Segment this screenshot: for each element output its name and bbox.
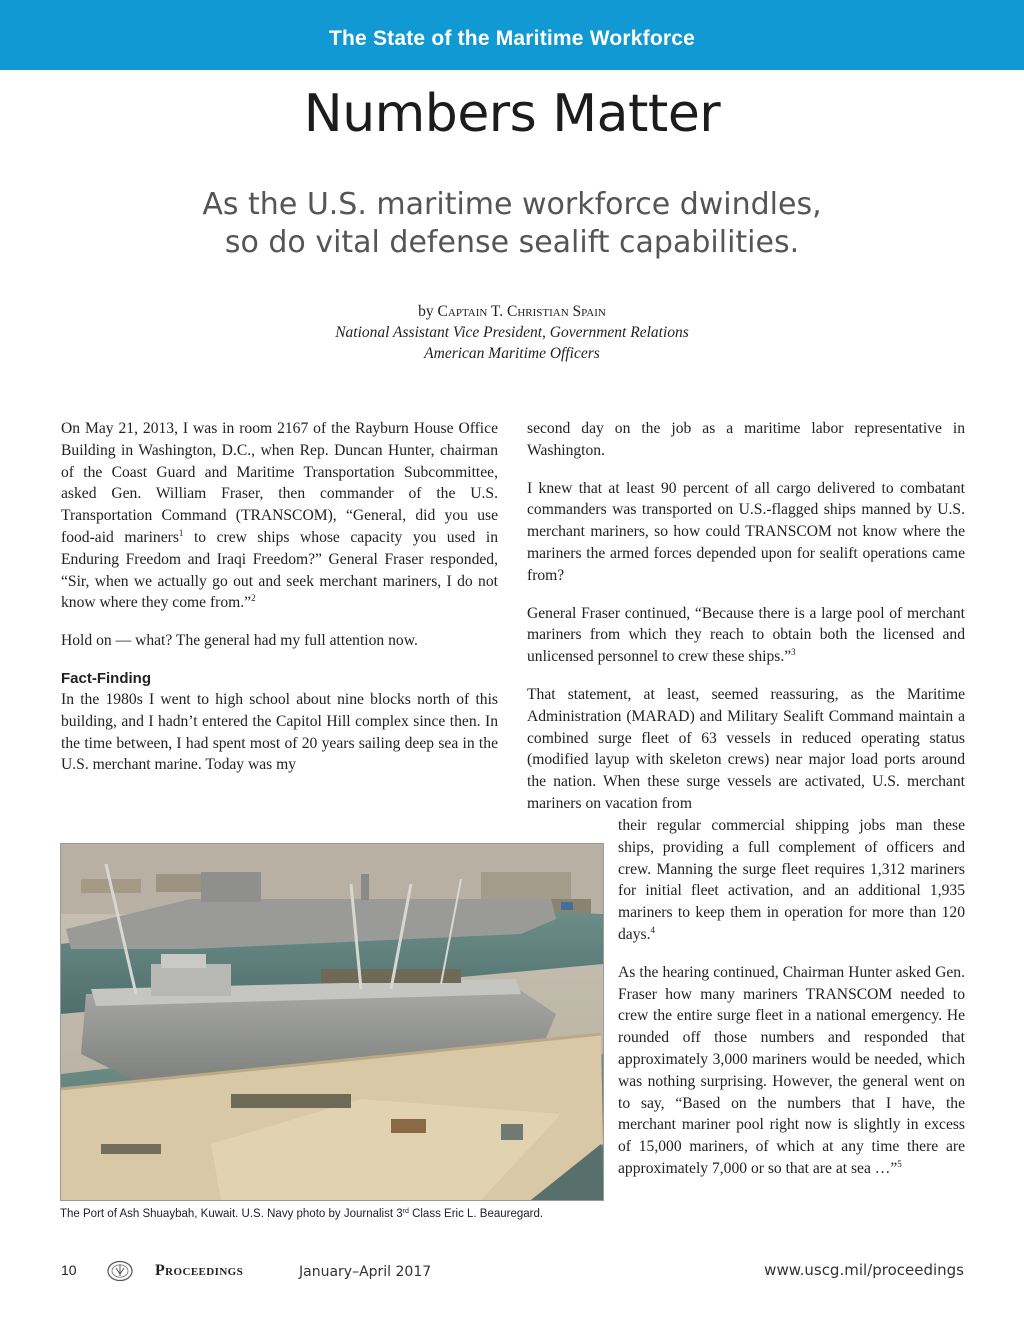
body-column-right	[527, 418, 965, 815]
section-title: The State of the Maritime Workforce	[328, 27, 695, 50]
photo-caption: The Port of Ash Shuaybah, Kuwait. U.S. Navy photo by Journalist 3rd Class Eric L. Beauregard.	[60, 1208, 544, 1220]
byline	[0, 301, 1024, 364]
website-url[interactable]: www.uscg.mil/proceedings	[764, 1261, 964, 1279]
paragraph: I knew that at least 90 percent of all cargo delivered to combatant commanders was transported on U.S.-flagged ships manned by U.S. merchant mariners, so how could TRANSCOM not know where the mariners the armed forces depended upon for sealift operations came from?	[527, 479, 965, 584]
subtitle-line-2: so do vital defense sealift capabilities.	[224, 225, 800, 260]
paragraph: General Fraser continued, “Because there is a large pool of merchant mariners from which they reach to obtain both the licensed and unlicensed personnel to crew these ships.”$^3$	[527, 604, 965, 666]
issue-date: January–April 2017	[299, 1264, 432, 1280]
author-name: Captain T. Christian Spain	[437, 303, 606, 320]
author-title: National Assistant Vice President, Government Relations	[335, 324, 689, 341]
section-banner	[0, 0, 1024, 70]
article-subtitle	[0, 186, 1024, 262]
paragraph: As the hearing continued, Chairman Hunter asked Gen. Fraser how many mariners TRANSCOM needed to crew the entire surge fleet in a national emergency. He rounded off those numbers and responded that approximately 3,000 mariners would be needed, which was nothing surprising. However, the general went on to say, “Based on the numbers that I have, the merchant mariner pool right now is slightly in excess of 15,000 mariners, of which at any time there are approximately 7,000 or so that are at sea …”$^5$	[618, 963, 965, 1177]
paragraph: That statement, at least, seemed reassuring, as the Maritime Administration (MARAD) and Military Sealift Command maintain a combined surge fleet of 63 vessels in reduced operating status (modified layup with skeleton crews) near major load ports around the nation. When these surge vessels are activated, U.S. merchant mariners on vacation from	[527, 685, 965, 812]
paragraph: second day on the job as a maritime labor representative in Washington.	[527, 420, 965, 459]
section-heading: Fact-Finding	[61, 669, 151, 687]
uscg-seal-icon	[106, 1260, 134, 1282]
ship-photo-illustration	[61, 844, 603, 1200]
footnote-ref: 5	[897, 1158, 902, 1169]
byline-prefix: by	[418, 303, 434, 320]
body-column-left	[61, 418, 498, 792]
article-title: Numbers Matter	[303, 84, 721, 144]
footnote-ref: 3	[791, 647, 796, 658]
paragraph: In the 1980s I went to high school about nine blocks north of this building, and I hadn’t entered the Capitol Hill complex since then. In the time between, I had spent most of 20 years sailing deep sea in the U.S. merchant marine. Today was my	[61, 690, 498, 774]
subtitle-line-1: As the U.S. maritime workforce dwindles,	[202, 187, 822, 222]
paragraph: Hold on — what? The general had my full attention now.	[61, 632, 418, 650]
author-org: American Maritime Officers	[424, 345, 600, 362]
footnote-ref: 1	[178, 527, 184, 538]
paragraph: their regular commercial shipping jobs man these ships, providing a full complement of officers and crew. Manning the surge fleet requires 1,312 mariners for initial fleet activation, and an additional 1,935 mariners to keep them in operation for more than 120 days.$^4$	[618, 817, 965, 943]
body-column-right-lower	[618, 815, 965, 1196]
paragraph: On May 21, 2013, I was in room 2167 of the Rayburn House Office Building in Washington, D.C., when Rep. Duncan Hunter, chairman of the Coast Guard and Maritime Transportation Subcommittee, asked Gen. William Fraser, then commander of the U.S. Transportation Command (TRANSCOM), “General, did you use food-aid mariners$^1$ to crew ships whose capacity you used in Enduring Freedom and Iraqi Freedom?” General Fraser responded, “Sir, when we actually go out and seek merchant mariners, I do not know where they come from.”$^2$	[61, 420, 499, 612]
page-number: 10	[61, 1262, 77, 1278]
footnote-ref: 2	[251, 593, 256, 604]
port-photo	[60, 843, 604, 1201]
publication-name: Proceedings	[155, 1262, 244, 1279]
footnote-ref: 4	[650, 924, 655, 935]
